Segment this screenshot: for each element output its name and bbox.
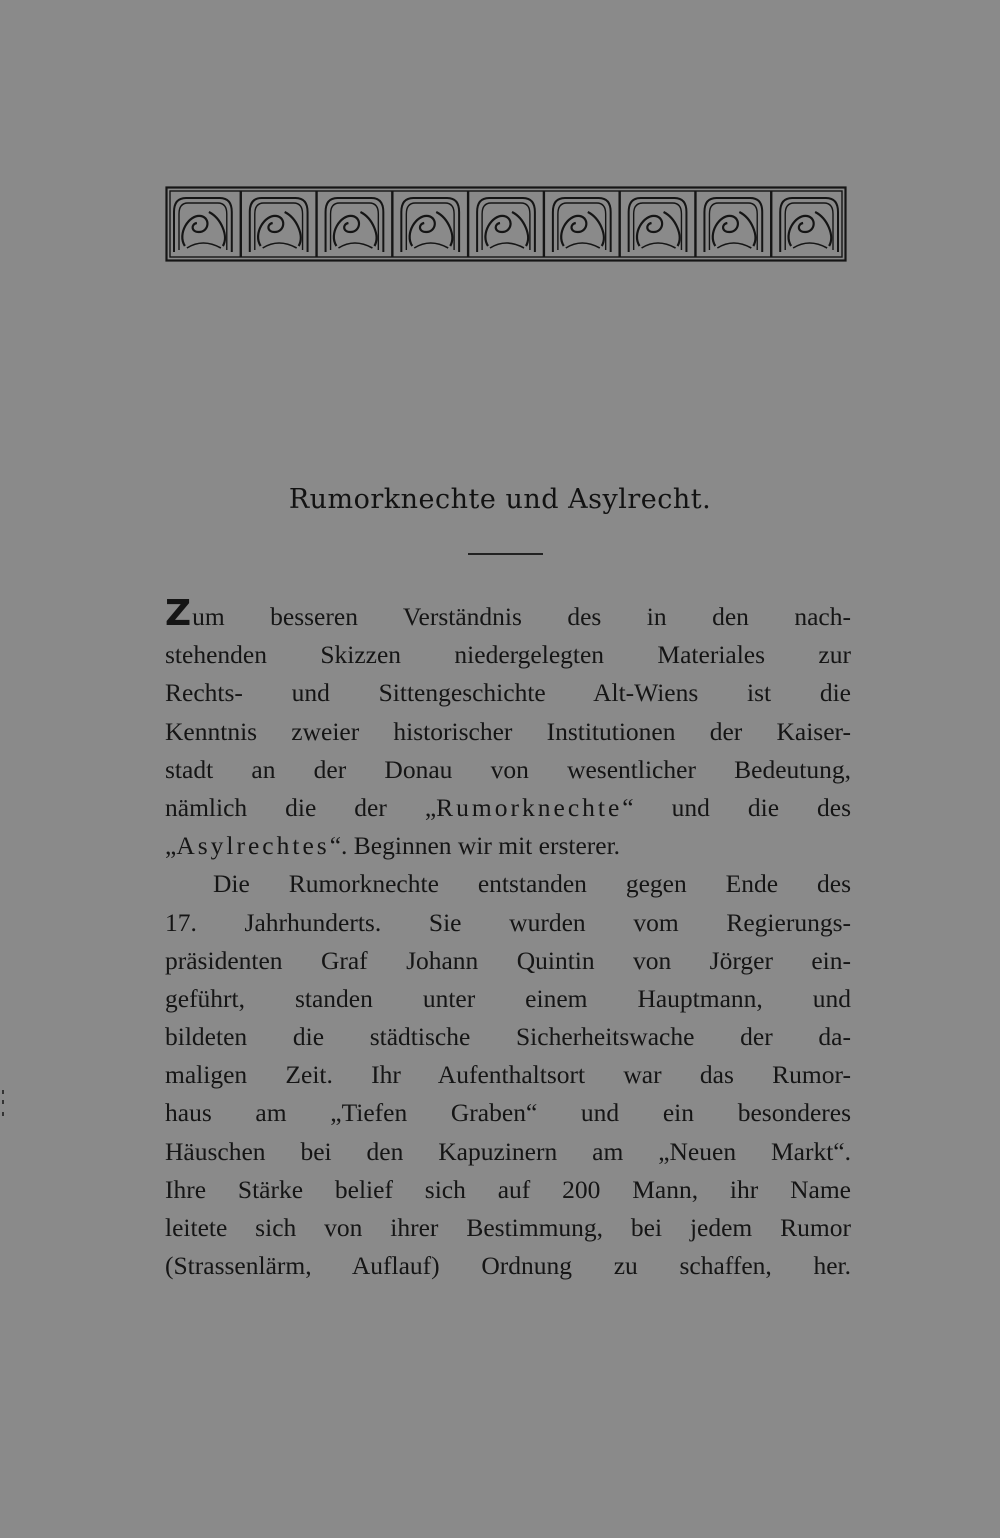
text-line: geführt, standen unter einem Hauptmann, und [165,983,851,1013]
text-line: präsidenten Graf Johann Quintin von Jörger ein- [165,945,851,975]
ornament-motif-stroke [637,216,662,246]
text-line [165,827,851,865]
text-line [165,789,851,827]
text-line: Häuschen bei den Kapuzinern am „Neuen Markt“. [165,1136,851,1166]
margin-mark [2,1112,4,1116]
ornament-motif-stroke [209,212,225,246]
margin-mark [2,1100,4,1104]
text-line: stehenden Skizzen niedergelegten Materiales zur [165,640,851,670]
ornament-motif-stroke [414,243,448,248]
ornament-motif-stroke [739,212,755,246]
ornament-motif-stroke [713,216,738,246]
text-line: leitete sich von ihrer Bestimmung, bei jedem Rumor [165,1213,851,1242]
spaced-term: Rumorknechte [436,792,623,822]
text-line: bildeten die städtische Sicherheitswache der da- [165,1022,851,1052]
text-line: Kenntnis zweier historischer Institutionen der Kaiser- [165,716,851,746]
ornament-motif-stroke [717,243,751,248]
chapter-title: Rumorknechte und Asylrecht. [288,484,712,515]
ornament-motif-stroke [789,216,814,246]
ornament-motif-stroke [436,212,452,246]
spaced-term: Asylrechtes [176,831,330,861]
ornament-motif-stroke [360,212,376,246]
ornament-motif-stroke [566,243,600,248]
ornament-motif-stroke [642,243,676,248]
line-text: um besseren Verständnis des in den nach- [192,602,851,631]
title-rule [468,553,543,555]
line-text: „ [165,831,177,861]
ornament-motif-stroke [588,212,604,246]
line-text: nämlich die der „ [165,792,437,822]
body-text [165,593,852,1285]
text-line: Rechts- und Sittengeschichte Alt-Wiens ist die [165,678,851,708]
line-text: “. Beginnen wir mit ersterer. [329,831,621,861]
text-line [165,593,851,636]
ornament-motif-stroke [182,216,207,246]
text-line: Die Rumorknechte entstanden gegen Ende des [213,869,851,899]
line-text: “ und die des [622,792,852,822]
ornament-motif-stroke [258,216,283,246]
ornament-motif-stroke [263,243,297,248]
ornament-motif-stroke [334,216,359,246]
ornament-motif-stroke [485,216,510,246]
ornament-motif-stroke [410,216,435,246]
ornament-motif-stroke [793,243,827,248]
ornament-motif-stroke [561,216,586,246]
ornamental-header-band [165,186,847,262]
ornament-motif-stroke [490,243,524,248]
text-line: Ihre Stärke belief sich auf 200 Mann, ihr Name [165,1174,851,1204]
ornament-motif-stroke [338,243,372,248]
ornament-motif-stroke [815,212,831,246]
margin-mark [2,1090,4,1094]
ornament-motif-stroke [187,243,221,248]
ornament-motif-stroke [285,212,301,246]
text-line: (Strassenlärm, Auflauf) Ordnung zu schaffen, her. [165,1251,851,1281]
text-line: stadt an der Donau von wesentlicher Bedeutung, [165,754,851,784]
text-line: 17. Jahrhunderts. Sie wurden vom Regierungs- [165,907,851,937]
text-line: haus am „Tiefen Graben“ und ein besonderes [165,1098,851,1128]
ornament-motif-stroke [512,212,528,246]
text-line: maligen Zeit. Ihr Aufenthaltsort war das Rumor- [165,1060,851,1090]
ornament-svg [165,186,847,262]
drop-cap: Z [165,593,192,634]
ornament-motif-stroke [664,212,680,246]
